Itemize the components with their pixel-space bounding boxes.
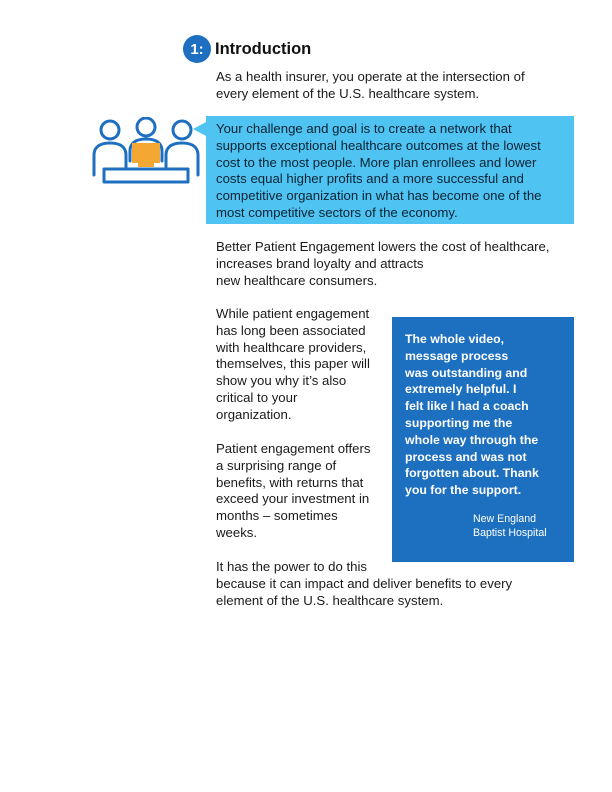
quote-line: whole way through the xyxy=(405,432,539,447)
benefits-line: a surprising range of xyxy=(216,457,337,473)
quote-line: supporting me the xyxy=(405,415,513,430)
quote-line: you for the support. xyxy=(405,483,522,498)
providers-line: themselves, this paper will xyxy=(216,356,370,372)
callout-line: competitive organization in what has become one of the xyxy=(216,188,542,204)
testimonial-attribution xyxy=(473,512,547,540)
providers-line: While patient engagement xyxy=(216,306,370,321)
quote-line: was outstanding and xyxy=(405,365,528,380)
intro-line: As a health insurer, you operate at the intersection of xyxy=(216,69,525,84)
group-meeting-icon xyxy=(90,117,202,189)
quote-line: forgotten about. Thank xyxy=(405,466,539,481)
providers-line: show you why it’s also xyxy=(216,373,347,389)
callout-pointer xyxy=(193,122,206,136)
power-line: because it can impact and deliver benefits to every xyxy=(216,575,513,591)
engagement-line: increases brand loyalty and attracts xyxy=(216,255,424,271)
power-paragraph xyxy=(216,559,512,609)
callout-line: costs equal higher profits and a more successful and xyxy=(216,171,524,187)
attribution-line: New England xyxy=(473,513,537,525)
benefits-paragraph xyxy=(216,441,370,542)
benefits-line: exceed your investment in xyxy=(216,491,370,507)
benefits-line: benefits, with returns that xyxy=(216,474,364,490)
callout-line: cost to the most people. More plan enrollees and lower xyxy=(216,154,537,170)
engagement-paragraph xyxy=(216,239,550,289)
callout-line: supports exceptional healthcare outcomes at the lowest xyxy=(216,137,541,153)
providers-line: has long been associated xyxy=(216,322,366,338)
section-title: Introduction xyxy=(215,39,312,58)
power-line: element of the U.S. healthcare system. xyxy=(216,592,444,608)
providers-line: organization. xyxy=(216,406,292,422)
testimonial-quote xyxy=(405,331,565,499)
callout-line: most competitive sectors of the economy. xyxy=(216,204,458,220)
engagement-line: new healthcare consumers. xyxy=(216,272,378,288)
engagement-line: Better Patient Engagement lowers the cost of healthcare, xyxy=(216,239,550,254)
quote-line: extremely helpful. I xyxy=(405,382,517,397)
quote-line: felt like I had a coach xyxy=(405,399,529,414)
intro-line: every element of the U.S. healthcare system. xyxy=(216,85,480,101)
benefits-line: Patient engagement offers xyxy=(216,441,371,456)
benefits-line: weeks. xyxy=(216,524,258,540)
callout-text xyxy=(216,121,571,222)
providers-paragraph xyxy=(216,306,370,424)
quote-line: The whole video, xyxy=(405,332,505,346)
callout-line: Your challenge and goal is to create a network that xyxy=(216,121,512,136)
intro-paragraph xyxy=(216,69,525,103)
providers-line: critical to your xyxy=(216,389,298,405)
quote-line: process and was not xyxy=(405,449,527,464)
power-line: It has the power to do this xyxy=(216,559,368,574)
section-number-badge: 1: xyxy=(183,35,211,63)
attribution-line: Baptist Hospital xyxy=(473,527,547,540)
quote-line: message process xyxy=(405,348,509,363)
benefits-line: months – sometimes xyxy=(216,508,338,524)
providers-line: with healthcare providers, xyxy=(216,339,367,355)
section-heading xyxy=(183,35,311,63)
